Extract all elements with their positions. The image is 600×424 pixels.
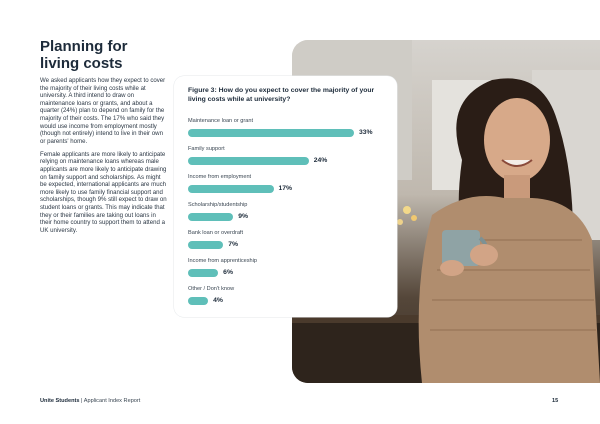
bar-value-label: 9% xyxy=(238,213,249,220)
footer-brand: Unite Students xyxy=(40,398,80,404)
bar-label: Bank loan or overdraft xyxy=(188,230,244,236)
bar-row xyxy=(188,146,393,168)
footer xyxy=(40,398,140,404)
bar-row xyxy=(188,286,393,308)
bar-value-label: 4% xyxy=(213,297,223,304)
bar-value-label: 6% xyxy=(223,269,233,276)
bar-label: Income from employment xyxy=(188,174,252,180)
bar-value-label: 33% xyxy=(359,129,373,136)
body-paragraph: Female applicants are more likely to anticipate relying on maintenance loans whereas male applicants are more likely to anticipate drawing on family support and scholarships. As might be expected, international applicants are much more likely to use family financial support and scholarships, though 9% still expect to draw on student loans or grants. This may indicate that they or their families are taking out loans in their home country to support them to attend a UK university. xyxy=(40,150,167,234)
bar xyxy=(188,185,274,193)
body-paragraph: We asked applicants how they expect to cover the majority of their living costs while at university. A third intend to draw on maintenance loans or grants, and about a quarter (24%) plan to depend on family for the majority of their costs. The 17% who said they would use income from employment mostly (though not entirely) intend to live in their own or parents' home. xyxy=(40,77,166,145)
bar xyxy=(188,241,223,249)
bar-label: Other / Don't know xyxy=(188,286,235,292)
bar-row xyxy=(188,118,393,140)
page-number: 15 xyxy=(552,398,559,404)
footer-report-name: Applicant Index Report xyxy=(83,398,141,404)
bar-row xyxy=(188,258,393,280)
bar-row xyxy=(188,174,393,196)
bar-row xyxy=(188,230,393,252)
bar-value-label: 17% xyxy=(278,185,293,192)
bar-row xyxy=(188,202,393,224)
bar xyxy=(188,129,354,137)
section-heading: Planning for living costs xyxy=(40,38,128,72)
bar-label: Family support xyxy=(188,146,225,152)
bar-value-label: 7% xyxy=(228,241,239,248)
bar xyxy=(188,269,218,277)
bar xyxy=(188,213,233,221)
bar-label: Income from apprenticeship xyxy=(188,258,258,264)
bar-value-label: 24% xyxy=(313,157,328,164)
figure-title: Figure 3: How do you expect to cover the majority of your living costs while at university? xyxy=(188,87,375,103)
figure-card xyxy=(174,76,397,317)
bar xyxy=(188,157,309,165)
footer-separator: | xyxy=(81,398,83,404)
bar-label: Scholarship/studentship xyxy=(188,202,248,208)
bar xyxy=(188,297,208,305)
bar-label: Maintenance loan or grant xyxy=(188,118,253,124)
body-text xyxy=(40,77,168,240)
